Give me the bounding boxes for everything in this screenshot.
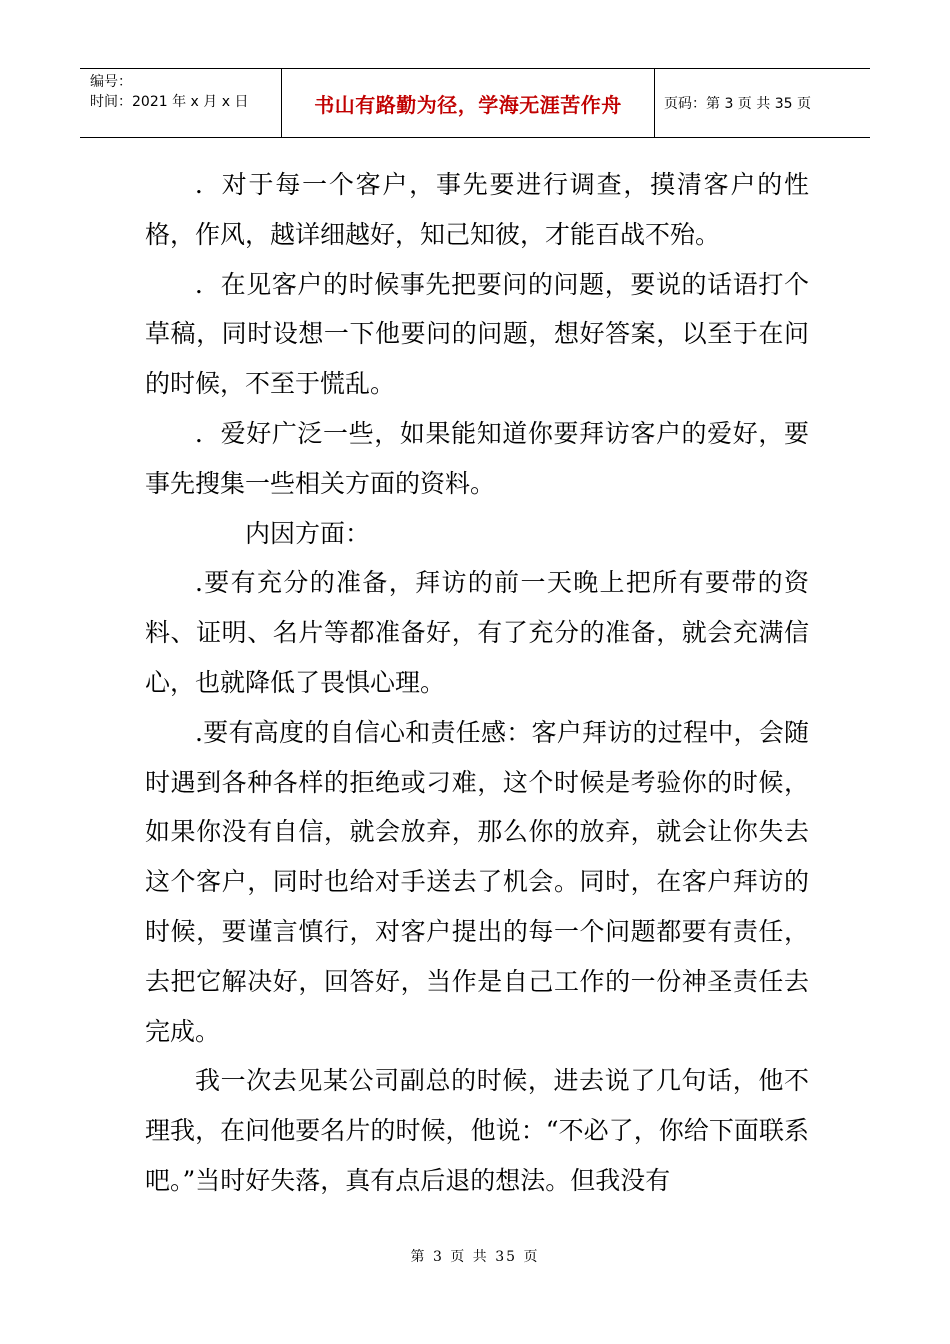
paragraph-1: ．对于每一个客户，事先要进行调查，摸清客户的性格，作风，越详细越好，知己知彼，才能百战不殆。 (145, 170, 809, 249)
page-footer: 第 3 页 共 35 页 (410, 1249, 540, 1265)
header-motto: 书山有路勤为径，学海无涯苦作舟 (282, 69, 655, 137)
document-number-label: 编号： (90, 74, 132, 90)
section-heading-internal-factors: 内因方面： (245, 518, 371, 548)
document-date-label: 时间：2021 年 x 月 x 日 (90, 94, 249, 110)
paragraph-5: .要有高度的自信心和责任感：客户拜访的过程中，会随时遇到各种各样的拒绝或刁难，这个时候是考验你的时候，如果你没有自信，就会放弃，那么你的放弃，就会让你失去这个客户，同时也给对手送去了机会。同时，在客户拜访的时候，要谨言慎行，对客户提出的每一个问题都要有责任，去把它解决好，回答好，当作是自己工作的一份神圣责任去完成。 (145, 717, 809, 1046)
paragraph-4: .要有充分的准备，拜访的前一天晚上把所有要带的资料、证明、名片等都准备好，有了充分的准备，就会充满信心，也就降低了畏惧心理。 (145, 568, 809, 697)
document-header (80, 68, 870, 138)
paragraph-3: ．爱好广泛一些，如果能知道你要拜访客户的爱好，要事先搜集一些相关方面的资料。 (145, 418, 809, 498)
document-body (145, 160, 809, 1206)
header-page-indicator: 页码：第 3 页 共 35 页 (664, 96, 811, 112)
header-info-cell (80, 69, 282, 137)
paragraph-6: 我一次去见某公司副总的时候，进去说了几句话，他不理我，在问他要名片的时候，他说：“不必了，你给下面联系吧。”当时好失落，真有点后退的想法。但我没有 (145, 1066, 809, 1195)
paragraph-2: ．在见客户的时候事先把要问的问题，要说的话语打个草稿，同时设想一下他要问的问题，想好答案，以至于在问的时候，不至于慌乱。 (145, 269, 809, 399)
